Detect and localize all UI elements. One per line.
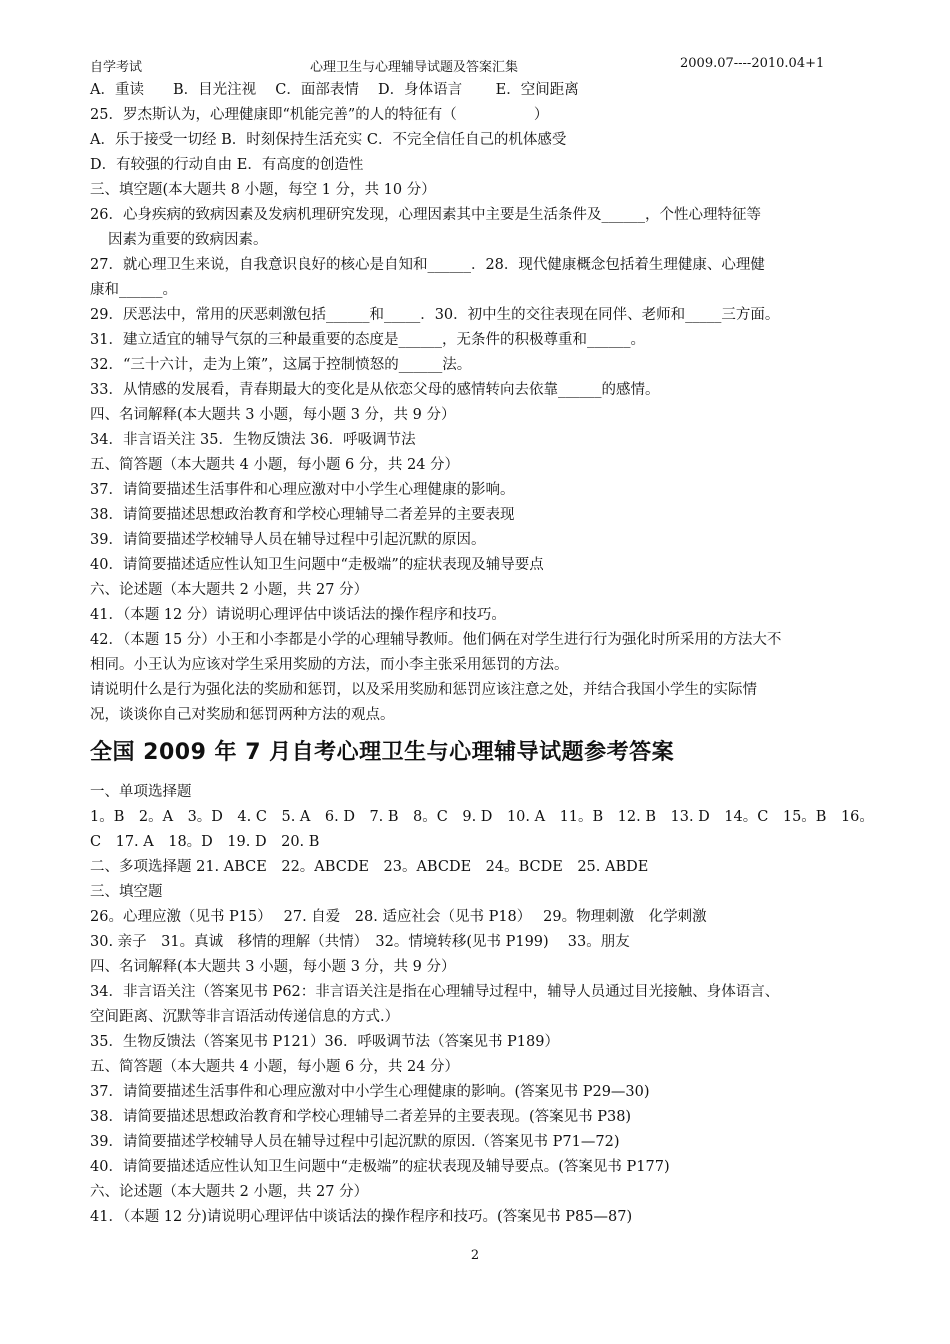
- section-heading: 六、论述题（本大题共 2 小题，共 27 分）: [90, 582, 369, 598]
- header-date-range: 2009.07----2010.04+1: [680, 56, 825, 71]
- text-line: 37．请简要描述生活事件和心理应激对中小学生心理健康的影响。(答案见书 P29—30): [90, 1084, 650, 1100]
- section-heading: 六、论述题（本大题共 2 小题，共 27 分）: [90, 1184, 369, 1200]
- text-line: 34．非言语关注（答案见书 P62：非言语关注是指在心理辅导过程中，辅导人员通过目光接触、身体语言、: [90, 984, 780, 1000]
- text-line: 40．请简要描述适应性认知卫生问题中“走极端”的症状表现及辅导要点。(答案见书 P177): [90, 1159, 670, 1175]
- header-left-text: 自学考试: [90, 60, 143, 75]
- text-line: 32．“三十六计，走为上策”，这属于控制愤怒的______法。: [90, 357, 472, 373]
- text-line: 27．就心理卫生来说，自我意识良好的核心是自知和______．28．现代健康概念包括着生理健康、心理健: [90, 257, 765, 273]
- text-line: 康和______。: [90, 282, 177, 298]
- text-line: 35．生物反馈法（答案见书 P121）36．呼吸调节法（答案见书 P189）: [90, 1034, 559, 1050]
- answer-key-title: 全国 2009 年 7 月自考心理卫生与心理辅导试题参考答案: [90, 740, 675, 765]
- text-line: 30. 亲子 31。真诚 移情的理解（共情） 32。情境转移(见书 P199) 33。朋友: [90, 934, 630, 950]
- text-line: 请说明什么是行为强化法的奖励和惩罚，以及采用奖励和惩罚应该注意之处，并结合我国小学生的实际情: [90, 682, 757, 698]
- text-line: 42．（本题 15 分）小王和小李都是小学的心理辅导教师。他们俩在对学生进行行为强化时所采用的方法大不: [90, 632, 782, 648]
- header-title: 心理卫生与心理辅导试题及答案汇集: [310, 60, 519, 75]
- section-heading: 三、填空题(本大题共 8 小题，每空 1 分，共 10 分）: [90, 182, 436, 198]
- section-heading: 五、简答题（本大题共 4 小题，每小题 6 分，共 24 分）: [90, 1059, 460, 1075]
- section-heading: 三、填空题: [90, 884, 163, 900]
- text-line: 26．心身疾病的致病因素及发病机理研究发现，心理因素其中主要是生活条件及______，个性心理特征等: [90, 207, 761, 223]
- section-heading: 四、名词解释(本大题共 3 小题，每小题 3 分，共 9 分）: [90, 959, 456, 975]
- text-line: 况，谈谈你自己对奖励和惩罚两种方法的观点。: [90, 707, 395, 723]
- text-line: 38．请简要描述思想政治教育和学校心理辅导二者差异的主要表现: [90, 507, 515, 523]
- section-heading: 一、单项选择题: [90, 784, 192, 800]
- text-line: 41．（本题 12 分）请说明心理评估中谈话法的操作程序和技巧。: [90, 607, 506, 623]
- text-line: C 17. A 18。D 19. D 20. B: [90, 834, 320, 850]
- text-line: 25．罗杰斯认为，心理健康即“机能完善”的人的特征有（ ）: [90, 107, 549, 123]
- text-line: 1。B 2。A 3。D 4. C 5. A 6. D 7. B 8。C 9. D 10. A 11。B 12. B 13. D 14。C 15。B 16。: [90, 809, 874, 825]
- text-line: D．有较强的行动自由 E．有高度的创造性: [90, 157, 364, 173]
- text-line: 26。心理应激（见书 P15） 27. 自爱 28. 适应社会（见书 P18） 29。物理刺激 化学刺激: [90, 909, 707, 925]
- section-heading: 四、名词解释(本大题共 3 小题，每小题 3 分，共 9 分）: [90, 407, 456, 423]
- section-heading: 五、简答题（本大题共 4 小题，每小题 6 分，共 24 分）: [90, 457, 460, 473]
- text-line: A．乐于接受一切经 B．时刻保持生活充实 C．不完全信任自己的机体感受: [90, 132, 567, 148]
- text-line: 37．请简要描述生活事件和心理应激对中小学生心理健康的影响。: [90, 482, 515, 498]
- text-line: 39．请简要描述学校辅导人员在辅导过程中引起沉默的原因.（答案见书 P71—72): [90, 1134, 620, 1150]
- text-line: 相同。小王认为应该对学生采用奖励的方法，而小李主张采用惩罚的方法。: [90, 657, 569, 673]
- text-line: 空间距离、沉默等非言语活动传递信息的方式.）: [90, 1009, 400, 1025]
- text-line: 41．（本题 12 分)请说明心理评估中谈话法的操作程序和技巧。(答案见书 P85—87): [90, 1209, 633, 1225]
- page-number: 2: [470, 1248, 480, 1263]
- text-line: 39．请简要描述学校辅导人员在辅导过程中引起沉默的原因。: [90, 532, 486, 548]
- exam-questions-section: [90, 78, 880, 728]
- document-body: [90, 78, 880, 1230]
- text-line: 二、多项选择题 21. ABCE 22。ABCDE 23。ABCDE 24。BCDE 25. ABDE: [90, 859, 649, 875]
- text-line: 因素为重要的致病因素。: [108, 232, 268, 248]
- text-line: 33．从情感的发展看，青春期最大的变化是从依恋父母的感情转向去依靠______的感情。: [90, 382, 660, 398]
- text-line: 40．请简要描述适应性认知卫生问题中“走极端”的症状表现及辅导要点: [90, 557, 544, 573]
- answer-key-section: [90, 780, 880, 1230]
- text-line: 34．非言语关注 35．生物反馈法 36．呼吸调节法: [90, 432, 416, 448]
- page-header: [90, 56, 870, 76]
- text-line: 38．请简要描述思想政治教育和学校心理辅导二者差异的主要表现。(答案见书 P38): [90, 1109, 632, 1125]
- text-line: 29．厌恶法中，常用的厌恶刺激包括______和_____．30．初中生的交往表现在同伴、老师和_____三方面。: [90, 307, 780, 323]
- text-line: A．重读 B．目光注视 C．面部表情 D．身体语言 E．空间距离: [90, 82, 579, 98]
- text-line: 31．建立适宜的辅导气氛的三种最重要的态度是______，无条件的积极尊重和______。: [90, 332, 645, 348]
